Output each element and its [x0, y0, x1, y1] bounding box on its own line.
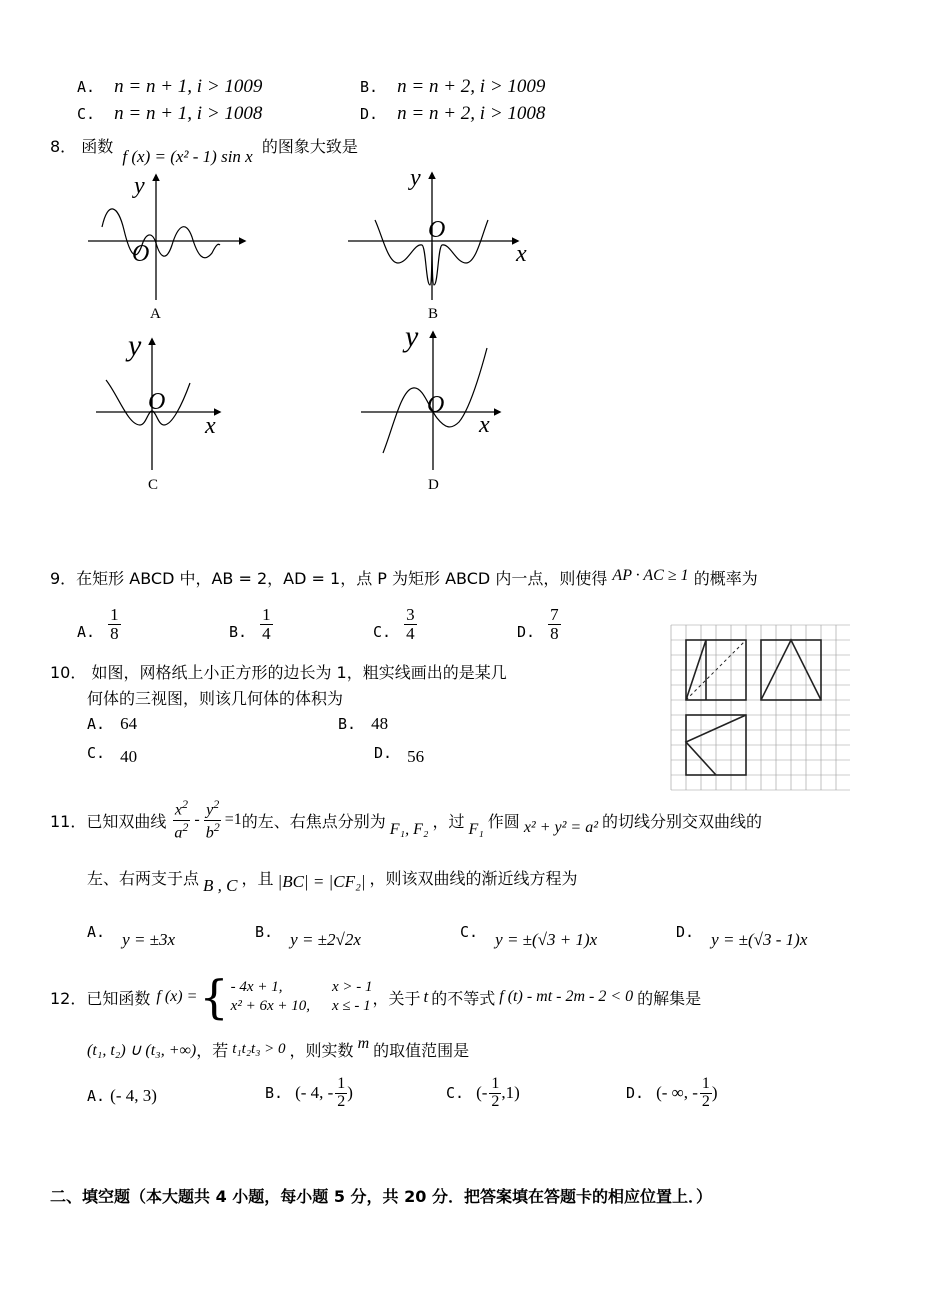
question-number: 8． [50, 137, 77, 156]
question-number: 12． [50, 988, 87, 1008]
q12-line1 [50, 970, 701, 1024]
stem-text: ，过 [432, 811, 465, 831]
option-text: n = n + 2, i > 1008 [397, 103, 546, 124]
option-label: B. [338, 715, 357, 733]
absolute-equality: |BC| = |CF₂| [277, 871, 366, 891]
case-expression: - 4x + 1, [230, 979, 283, 995]
denominator: 8 [550, 623, 559, 643]
denominator: 4 [406, 623, 415, 643]
option-label: D. [676, 923, 695, 941]
q9-option-d [517, 606, 561, 643]
graph-c [90, 325, 240, 495]
option-text: 64 [120, 714, 138, 733]
option-text: (- 4, - [295, 1083, 334, 1103]
y-axis-label: y [410, 165, 421, 191]
question-number: 11． [50, 811, 87, 831]
q9-option-a [77, 606, 121, 643]
stem-text: ，若 [196, 1041, 229, 1060]
stem-text: 的解集是 [637, 988, 702, 1008]
numerator: 1 [262, 605, 271, 624]
option-label: C. [77, 105, 96, 123]
stem-text: ，且 [241, 869, 274, 888]
q12-line2 [87, 1034, 470, 1061]
option-label: A. [87, 1087, 106, 1105]
variable-t: t [423, 987, 429, 1006]
q11-option-a [87, 922, 176, 949]
option-text: (- 4, 3) [110, 1086, 157, 1105]
q11-line2 [87, 866, 578, 895]
q10-option-c [87, 743, 138, 766]
q7-option-c [77, 103, 262, 125]
option-label: A. [87, 923, 106, 941]
option-text: 48 [371, 714, 389, 733]
section-heading: 二、填空题（本大题共 4 小题，每小题 5 分，共 20 分．把答案填在答题卡的相应位置上．） [50, 1187, 712, 1206]
case-expression: x² + 6x + 10, [230, 998, 310, 1014]
q12-option-b: B. (- 4, - $\frac{1}{2}$ ) [265, 1075, 353, 1110]
graph-label: B [428, 306, 439, 322]
piecewise-cases [231, 979, 373, 1015]
hyperbola-equation: $\frac{x^2}{a^2}$ - $\frac{y^2}{b^2}$ =1 [174, 797, 242, 841]
q7-option-a [77, 76, 262, 98]
option-text: (- [476, 1083, 488, 1103]
x-axis-label: x [516, 241, 527, 267]
q10-option-a [87, 714, 137, 734]
option-text: n = n + 1, i > 1008 [114, 103, 263, 124]
q10-option-d [374, 743, 425, 766]
option-label: C. [373, 622, 392, 641]
option-label: A. [87, 715, 106, 733]
denominator: 8 [110, 623, 119, 643]
option-label: B. [255, 923, 274, 941]
graph-b [340, 165, 540, 325]
vector-inequality: AP · AC ≥ 1 [612, 567, 689, 584]
x-axis-label: x [205, 413, 216, 439]
stem-text: 的图象大致是 [261, 137, 358, 156]
option-text: n = n + 2, i > 1009 [397, 76, 546, 97]
origin-label: O [148, 389, 166, 415]
q12-option-d: D. (- ∞, - $\frac{1}{2}$ ) [626, 1075, 718, 1110]
option-text: y = ±2√2x [290, 930, 361, 949]
brace: { [199, 970, 229, 1024]
q11-option-d [676, 922, 808, 949]
piecewise-function-name: f (x) = [156, 988, 198, 1005]
graph-label: A [150, 306, 161, 322]
stem-text: 的切线分别交双曲线的 [602, 811, 763, 831]
q9-option-c [373, 606, 417, 643]
solution-set: (t₁, t₂) ∪ (t₃, +∞) [87, 1041, 197, 1059]
option-label: B. [265, 1084, 284, 1103]
q7-option-b [360, 76, 545, 98]
stem-text: 已知函数 [86, 988, 151, 1008]
foci: F₁, F₂ [389, 821, 429, 838]
option-label: C. [446, 1084, 465, 1103]
numerator: 1 [110, 605, 119, 624]
option-label: A. [77, 78, 96, 96]
q9-stem [50, 566, 758, 589]
stem-text: 已知双曲线 [86, 811, 167, 831]
stem-text: 的取值范围是 [373, 1041, 470, 1060]
three-view-grid-figure [668, 622, 850, 792]
graph-a [80, 165, 260, 325]
option-text: y = ±3x [122, 930, 176, 949]
function-formula: f (x) = (x² - 1) sin x [122, 147, 253, 166]
denominator: 4 [262, 623, 271, 643]
origin-label: O [132, 241, 150, 267]
stem-text: 9．在矩形 ABCD 中，AB = 2，AD = 1，点 P 为矩形 ABCD 内一点，则使得 [50, 569, 608, 588]
option-label: D. [517, 622, 536, 641]
focus-f1: F₁ [468, 821, 484, 838]
graph-d [355, 318, 515, 495]
q10-option-b [338, 714, 388, 734]
option-text: y = ±(√3 + 1)x [495, 930, 598, 949]
q7-option-d [360, 103, 545, 125]
case-condition: x > - 1 [331, 979, 373, 995]
option-text: n = n + 1, i > 1009 [114, 76, 263, 97]
product-condition: t₁t₂t₃ > 0 [232, 1041, 286, 1057]
variable-m: m [357, 1034, 370, 1052]
q10-line1 [50, 660, 507, 683]
stem-text: 的左、右焦点分别为 [241, 811, 386, 831]
y-axis-label: y [128, 329, 142, 362]
stem-text: 何体的三视图，则该几何体的体积为 [87, 689, 344, 708]
option-label: D. [626, 1084, 645, 1103]
x-axis-label: x [479, 412, 490, 438]
stem-text: 函数 [81, 137, 114, 156]
stem-text: 作圆 [487, 811, 520, 831]
y-axis-label: y [134, 173, 145, 199]
stem-text: ，则实数 [289, 1041, 354, 1060]
circle-equation: x² + y² = a² [523, 819, 598, 836]
stem-text: 10． 如图，网格纸上小正方形的边长为 1，粗实线画出的是某几 [50, 663, 507, 682]
option-text: (- ∞, - [656, 1083, 698, 1103]
stem-text: ，则该双曲线的渐近线方程为 [369, 869, 578, 888]
origin-label: O [428, 217, 446, 243]
option-text: 56 [407, 747, 425, 766]
origin-label: O [427, 392, 445, 418]
points: B , C [203, 875, 238, 895]
q11-option-c [460, 922, 598, 949]
option-label: A. [77, 622, 96, 641]
stem-text: 的概率为 [693, 569, 758, 588]
numerator: 7 [550, 605, 559, 624]
q11-option-b [255, 922, 361, 949]
option-label: B. [229, 622, 248, 641]
inequality: f (t) - mt - 2m - 2 < 0 [499, 988, 634, 1005]
option-label: D. [360, 105, 379, 123]
option-label: B. [360, 78, 379, 96]
stem-text: 的不等式 [431, 988, 496, 1008]
stem-text: 左、右两支于点 [87, 869, 200, 888]
q9-options [77, 606, 597, 656]
option-label: D. [374, 744, 393, 762]
option-text: 40 [120, 747, 138, 766]
y-axis-label: y [405, 320, 419, 353]
option-label: C. [460, 923, 479, 941]
case-condition: x ≤ - 1 [331, 998, 371, 1014]
q12-option-a [87, 1086, 157, 1106]
numerator: 3 [406, 605, 415, 624]
option-label: C. [87, 744, 106, 762]
q11-line1 [50, 794, 762, 846]
graph-label: C [148, 477, 159, 493]
option-text: y = ±(√3 - 1)x [711, 930, 808, 949]
q10-line2 [87, 686, 343, 709]
q12-option-c: C. (- $\frac{1}{2}$ ,1) [446, 1075, 520, 1110]
stem-text: ，关于 [372, 988, 421, 1008]
q9-option-b [229, 606, 273, 643]
q8-stem [50, 134, 358, 166]
graph-label: D [428, 477, 439, 493]
